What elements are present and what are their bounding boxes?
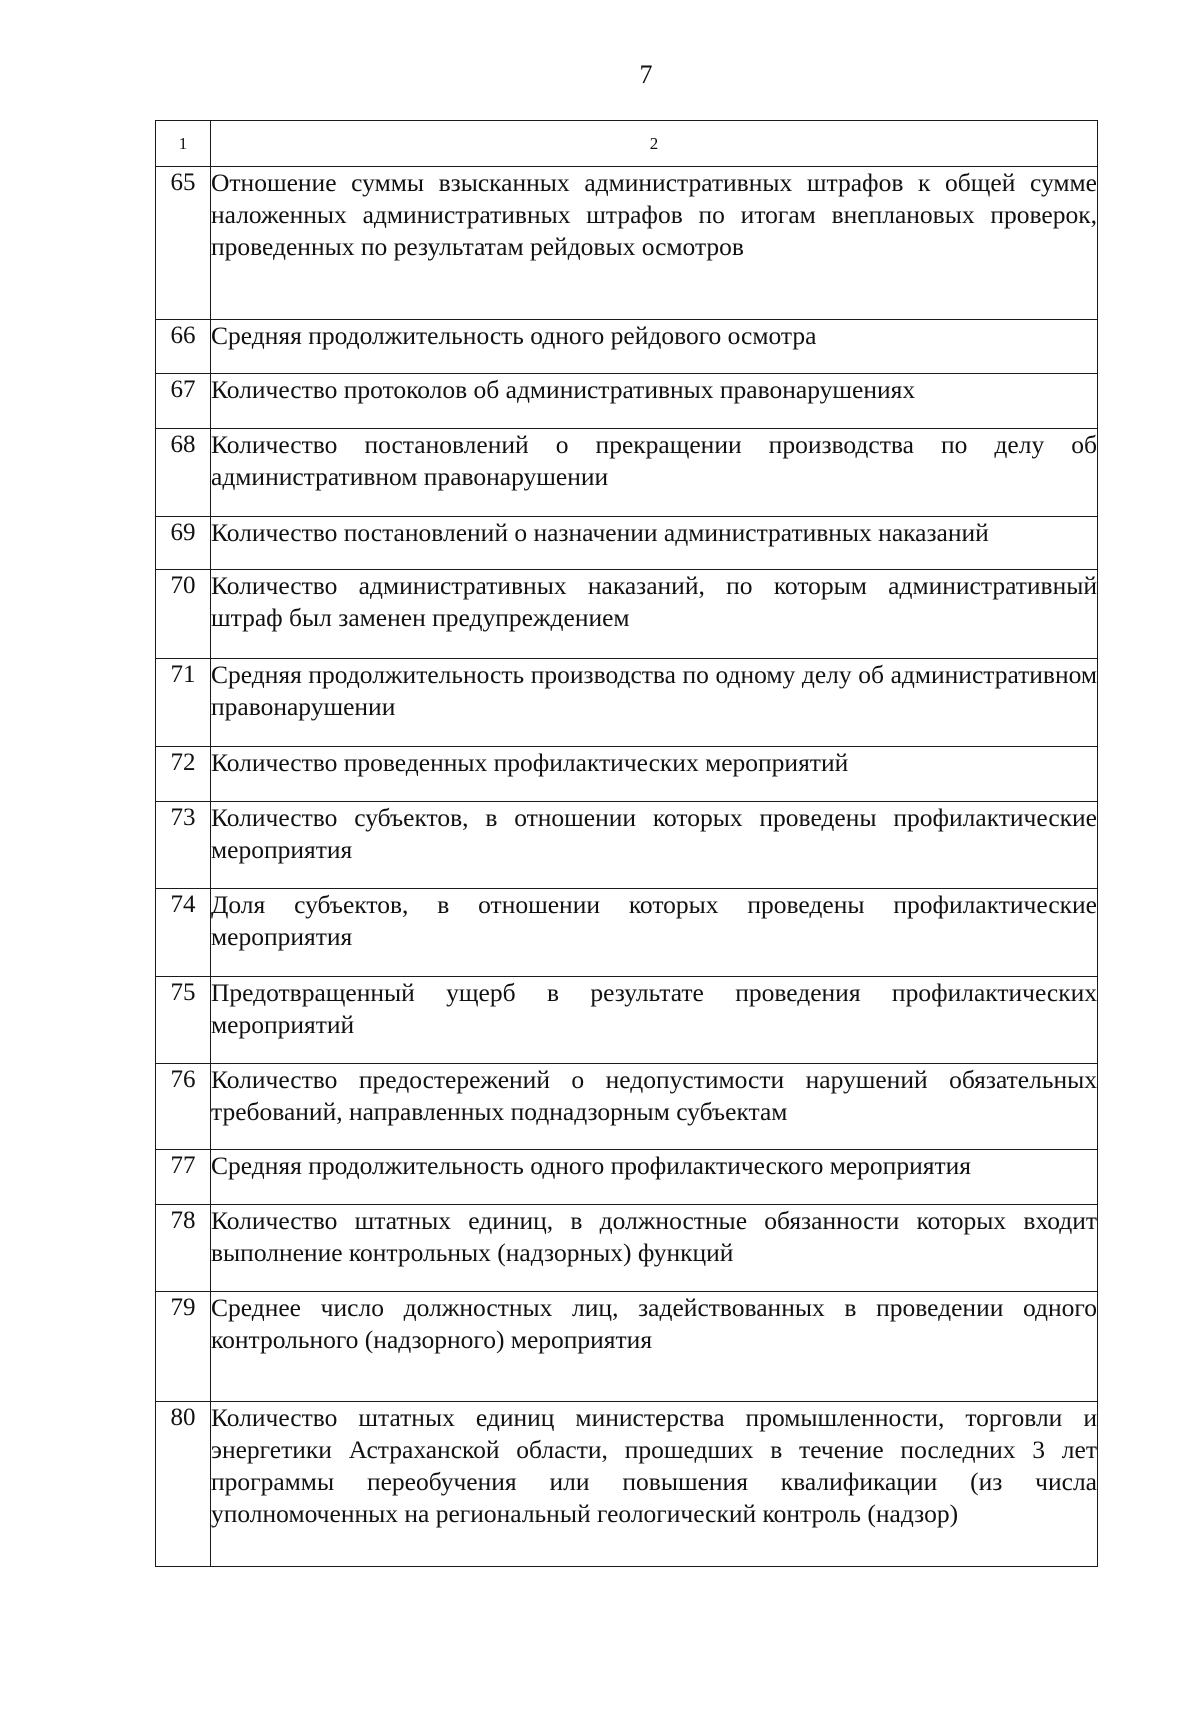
row-text: Количество штатных единиц, в должностные обязанности которых входит выполнение контрольных (надзорных) функций (211, 1205, 1098, 1292)
row-number: 72 (156, 747, 211, 802)
row-text: Количество административных наказаний, по которым административный штраф был заменен предупреждением (211, 570, 1098, 659)
table-row (156, 374, 1098, 429)
row-text: Количество субъектов, в отношении которых проведены профилактические мероприятия (211, 802, 1098, 889)
table-row (156, 977, 1098, 1064)
row-text: Количество протоколов об административных правонарушениях (211, 374, 1098, 429)
row-number: 75 (156, 977, 211, 1064)
table-row (156, 1064, 1098, 1150)
table-header-row (156, 121, 1098, 167)
row-text: Количество постановлений о прекращении производства по делу об административном правонарушении (211, 429, 1098, 517)
table-row (156, 320, 1098, 374)
row-text: Количество штатных единиц министерства промышленности, торговли и энергетики Астраханской области, прошедших в течение последних 3 лет программы переобучения или повышения квалификации (из числа уполномоченных на региональный геологический контроль (надзор) (211, 1402, 1098, 1567)
row-number: 80 (156, 1402, 211, 1567)
table-row (156, 570, 1098, 659)
table-row (156, 1150, 1098, 1205)
row-text: Количество предостережений о недопустимости нарушений обязательных требований, направленных поднадзорным субъектам (211, 1064, 1098, 1150)
row-text: Среднее число должностных лиц, задействованных в проведении одного контрольного (надзорного) мероприятия (211, 1292, 1098, 1402)
row-number: 67 (156, 374, 211, 429)
row-number: 78 (156, 1205, 211, 1292)
table-row (156, 1205, 1098, 1292)
row-number: 65 (156, 167, 211, 320)
row-number: 76 (156, 1064, 211, 1150)
row-number: 79 (156, 1292, 211, 1402)
row-number: 70 (156, 570, 211, 659)
row-text: Доля субъектов, в отношении которых проведены профилактические мероприятия (211, 889, 1098, 977)
row-text: Количество постановлений о назначении административных наказаний (211, 517, 1098, 570)
row-text: Количество проведенных профилактических мероприятий (211, 747, 1098, 802)
page-number: 7 (639, 60, 653, 89)
table-row (156, 802, 1098, 889)
row-number: 71 (156, 659, 211, 747)
table-row (156, 167, 1098, 320)
row-text: Средняя продолжительность производства по одному делу об административном правонарушении (211, 659, 1098, 747)
table-row (156, 429, 1098, 517)
row-text: Средняя продолжительность одного рейдового осмотра (211, 320, 1098, 374)
header-col-2: 2 (211, 121, 1098, 167)
row-text: Отношение суммы взысканных административных штрафов к общей сумме наложенных административных штрафов по итогам внеплановых проверок, проведенных по результатам рейдовых осмотров (211, 167, 1098, 320)
row-number: 74 (156, 889, 211, 977)
table-row (156, 659, 1098, 747)
row-number: 77 (156, 1150, 211, 1205)
table-row (156, 747, 1098, 802)
row-number: 66 (156, 320, 211, 374)
table-row (156, 889, 1098, 977)
indicators-table (155, 120, 1098, 1567)
row-number: 73 (156, 802, 211, 889)
header-col-1: 1 (156, 121, 211, 167)
table-row (156, 1292, 1098, 1402)
table-row (156, 517, 1098, 570)
table-row (156, 1402, 1098, 1567)
row-text: Предотвращенный ущерб в результате проведения профилактических мероприятий (211, 977, 1098, 1064)
row-number: 68 (156, 429, 211, 517)
row-number: 69 (156, 517, 211, 570)
row-text: Средняя продолжительность одного профилактического мероприятия (211, 1150, 1098, 1205)
